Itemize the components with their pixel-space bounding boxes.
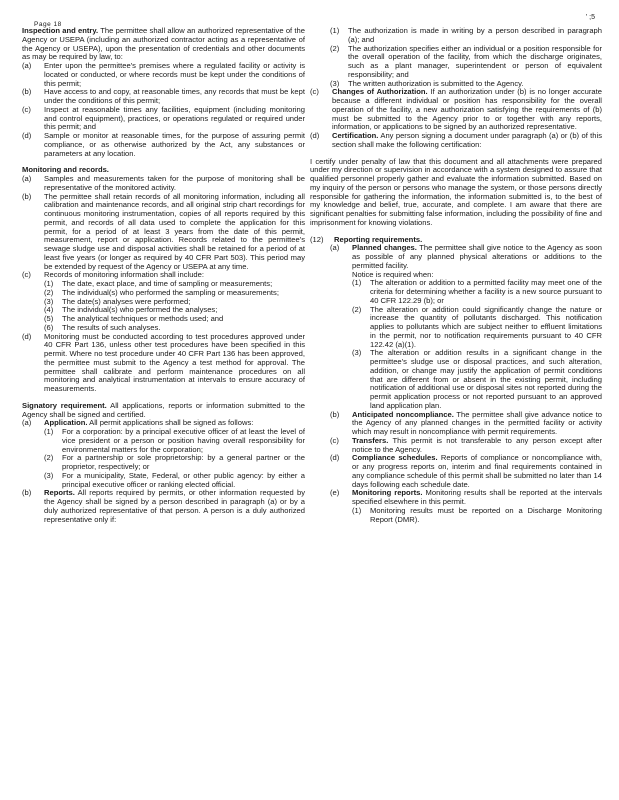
list-item: (3) The written authorization is submitted to the Agency. [330,78,524,88]
list-item: (1) The authorization is made in writing by a person described in paragraph (a); and [330,26,602,44]
list-item: (a) Enter upon the permittee's premises where a regulated facility or activity is located or conducted, or where records must be kept under the conditions of this permit; [22,61,305,88]
list-item: (c) Inspect at reasonable times any facilities, equipment (including monitoring and control equipment), practices, or operations regulated or required under this permit; and [22,104,305,132]
list-item: (3) For a municipality, State, Federal, or other public agency: by either a principal executive officer or ranking elected official. [44,470,305,489]
list-item: (d) Compliance schedules. Reports of compliance or noncompliance with, or any progress reports on, interim and final requirements contained in any compliance schedule of this permit shall be submitted no later than 14 days following each schedule date. [330,453,603,489]
monitoring-records-heading: Monitoring and records. [22,165,109,175]
list-item: (a) Application. All permit applications shall be signed as follows: [22,418,254,428]
inspection-entry-paragraph: Inspection and entry. The permittee shall allow an authorized representative of the Agency or USEPA (including an authorized contractor acting as a representative of the Agency or USEPA), upon the presentation of credentials and other documents as may be required by law, to: [22,26,305,62]
left-column [22,27,305,524]
list-item: (3) The alteration or addition results in a significant change in the permittee's sludge use or disposal practices, and such alteration, addition, or change may justify the application of permit conditions that are different from or absent in the existing permit, including notification of additional use or disposal sites not reported during the permit application process or not reported pursuant to an approved land application plan. [352,348,602,410]
list-item: (b) Reports. All reports required by permits, or other information requested by the Agency shall be signed by a person described in paragraph (a) or by a duly authorized representative of that person. A person is a duly authorized representative only if: [22,488,305,524]
list-item: (b) Anticipated noncompliance. The permittee shall give advance notice to the Agency of any planned changes in the permitted facility or activity which may result in noncompliance with permit requirements. [330,409,602,436]
list-item: (1) The alteration or addition to a permitted facility may meet one of the criteria for determining whether a facility is a new source pursuant to 40 CFR 122.29 (b); or [352,278,602,305]
list-item: (1) Monitoring results must be reported on a Discharge Monitoring Report (DMR). [352,505,602,524]
compliance-schedules-heading: Compliance schedules. [352,453,438,463]
anticipated-noncompliance-heading: Anticipated noncompliance. [352,409,454,419]
list-item: (b) Have access to and copy, at reasonable times, any records that must be kept under the conditions of this permit; [22,87,305,105]
list-item: (5) The analytical techniques or methods used; and [44,314,224,323]
list-item: (2) The alteration or addition could significantly change the nature or increase the quantity of pollutants discharged. This notification applies to pollutants which are subject neither to effluent limitations in the permit, nor to notification requirements pursuant to 40 CFR 122.42 (a)(1). [352,304,602,349]
page-number: Page 18 [34,21,62,28]
certification-heading: Certification. [332,131,379,140]
list-item: (6) The results of such analyses. [44,322,161,332]
list-item: (1) The date, exact place, and time of sampling or measurements; [44,279,273,288]
list-item: (4) The individual(s) who performed the analyses; [44,305,218,315]
signatory-paragraph: Signatory requirement. All applications, reports or information submitted to the Agency shall be signed and certified. [22,400,305,419]
list-item: (d) Monitoring must be conducted according to test procedures approved under 40 CFR Part 136, unless other test procedures have been specified in this permit. Where no test procedure under 40 CFR Part 136 has been approved, the permittee must submit to the Agency a test method for approval. The permittee shall calibrate and perform maintenance procedures on all monitoring and analytical instrumentation at intervals to ensure accuracy of measurements. [22,331,305,393]
list-item: (c) Changes of Authorization. If an authorization under (b) is no longer accurate because a different individual or position has responsibility for the overall operation of the facility, a new authorization satisfying the requirements of (b) must be submitted to the Agency prior to or together with any reports, information, or applications to be signed by an authorized representative. [310,87,602,132]
list-item: (d) Certification. Any person signing a document under paragraph (a) or (b) of this section shall make the following certification: [310,131,602,149]
signatory-heading: Signatory requirement. [22,400,107,410]
list-item: (2) The authorization specifies either an individual or a position responsible for the overall operation of the facility, from which the discharge originates, such as a plant manager, superintendent or person of equivalent responsibility; and [330,43,602,79]
list-item: (2) The individual(s) who performed the sampling or measurements; [44,287,279,297]
planned-changes-heading: Planned changes. [352,243,417,253]
list-item: (c) Records of monitoring information shall include: [22,270,204,280]
list-item: (b) The permittee shall retain records of all monitoring information, including all calibration and maintenance records, and all original strip chart recordings for continuous monitoring instrumentation, copies of all reports required by this permit, and records of all data used to complete the application for this permit, for a period of at least 3 years from the date of this permit, measurement, report or application. Records related to the permittee's sewage sludge use and disposal activities shall be retained for a period of at least five years (or longer as required by 40 CFR Part 503). This period may be extended by request of the Agency or USEPA at any time. [22,191,305,271]
section-12: (12) Reporting requirements. [310,236,602,245]
list-item: (e) Monitoring reports. Monitoring results shall be reported at the intervals specified elsewhere in this permit. [330,488,602,506]
reports-heading: Reports. [44,488,75,498]
list-item: (a) Samples and measurements taken for the purpose of monitoring shall be representative of the monitored activity. [22,174,305,192]
corner-mark: ' ;5 [585,14,595,21]
right-column [310,26,603,524]
transfers-heading: Transfers. [352,435,389,445]
list-item: (c) Transfers. This permit is not transferable to any person except after notice to the Agency. [330,435,602,454]
list-item: (2) For a partnership or sole proprietorship: by a general partner or the proprietor, respectively; or [44,453,305,471]
certification-statement: I certify under penalty of law that this document and all attachments were prepared under my direction or supervision in accordance with a system designed to assure that qualified personnel properly gather and evaluate the information submitted. Based on my inquiry of the person or persons who manage the system, or those persons directly responsible for gathering the information, the information submitted is, to the best of my knowledge and belief, true, accurate, and complete. I am aware that there are significant penalties for submitting false information, including the possibility of fine and imprisonment for knowing violations. [310,156,602,227]
application-heading: Application. [44,418,88,428]
changes-authorization-heading: Changes of Authorization. [332,87,428,97]
list-item: (3) The date(s) analyses were performed; [44,296,191,306]
monitoring-reports-heading: Monitoring reports. [352,488,423,498]
list-item: (1) For a corporation: by a principal executive officer of at least the level of vice president or a person or position having overall responsibility for environmental matters for the corporation; [44,427,305,454]
inspection-entry-heading: Inspection and entry. [22,26,99,35]
list-item: (d) Sample or monitor at reasonable times, for the purpose of assuring permit compliance, or as otherwise authorized by the Act, any substances or parameters at any location. [22,131,305,158]
reporting-requirements-heading: Reporting requirements. [334,234,423,244]
list-item: (a) Planned changes. The permittee shall give notice to the Agency as soon as possible of any planned physical alterations or additions to the permitted facility. Notice is required when: [330,243,602,279]
